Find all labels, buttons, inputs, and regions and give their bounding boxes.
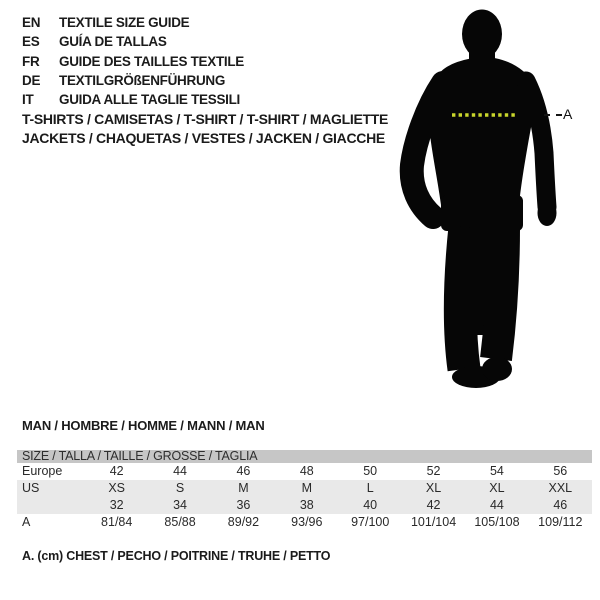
table-row-uk-sizes xyxy=(17,497,592,514)
section-title-man: MAN / HOMBRE / HOMME / MANN / MAN xyxy=(22,418,265,433)
table-cell: XS xyxy=(85,480,148,497)
table-cell: 109/112 xyxy=(538,515,583,529)
table-cell: L xyxy=(339,480,402,497)
table-cell: 32 xyxy=(85,497,148,514)
language-code: FR xyxy=(22,53,40,69)
table-row-us xyxy=(17,480,592,497)
table-cell: M xyxy=(275,480,338,497)
table-cell: 38 xyxy=(275,497,338,514)
language-title: GUIDE DES TAILLES TEXTILE xyxy=(59,53,245,69)
table-cell: 85/88 xyxy=(164,515,196,529)
table-cell: 44 xyxy=(465,497,528,514)
language-code: ES xyxy=(22,34,40,50)
man-silhouette-figure xyxy=(395,3,563,397)
table-cell: M xyxy=(212,480,275,497)
language-title-list xyxy=(22,13,244,109)
table-cell: S xyxy=(148,480,211,497)
table-cell: 42 xyxy=(109,464,124,478)
table-cell: 42 xyxy=(402,497,465,514)
language-title: TEXTILGRÖßENFÜHRUNG xyxy=(59,72,226,88)
measure-label-a: A xyxy=(563,106,573,122)
size-table xyxy=(17,450,592,531)
table-cell: 46 xyxy=(529,497,592,514)
table-cell: 52 xyxy=(426,464,441,478)
table-cell: 54 xyxy=(489,464,504,478)
row-label: Europe xyxy=(22,464,63,478)
table-cell: 34 xyxy=(148,497,211,514)
language-row-es xyxy=(22,32,244,51)
row-label: A xyxy=(22,515,31,529)
language-title: GUÍA DE TALLAS xyxy=(59,34,167,50)
table-row-chest-a xyxy=(17,514,592,531)
table-cell: 81/84 xyxy=(101,515,133,529)
language-code: IT xyxy=(22,92,34,108)
language-code: DE xyxy=(22,72,41,88)
table-cell: 56 xyxy=(553,464,568,478)
table-row-europe xyxy=(17,463,592,480)
size-table-header-row xyxy=(17,450,592,463)
table-cell: 44 xyxy=(173,464,188,478)
language-row-en xyxy=(22,13,244,32)
figure-shoe-back xyxy=(482,357,512,381)
table-cell: 48 xyxy=(299,464,314,478)
table-cell: XXL xyxy=(529,480,592,497)
category-lines xyxy=(22,110,388,148)
table-cell: 89/92 xyxy=(227,515,260,529)
table-cell: 36 xyxy=(212,497,275,514)
row-label: US xyxy=(17,480,85,497)
table-cell: 93/96 xyxy=(291,515,323,529)
table-cell: 40 xyxy=(339,497,402,514)
table-cell: 46 xyxy=(236,464,251,478)
measurement-legend: A. (cm) CHEST / PECHO / POITRINE / TRUHE / PETTO xyxy=(22,549,331,563)
figure-hand xyxy=(538,200,557,226)
category-line-jackets: JACKETS / CHAQUETAS / VESTES / JACKEN / GIACCHE xyxy=(22,130,385,146)
language-title: TEXTILE SIZE GUIDE xyxy=(59,15,190,30)
language-row-de xyxy=(22,71,244,90)
language-row-fr xyxy=(22,52,244,71)
language-code: EN xyxy=(22,15,41,30)
table-cell: 97/100 xyxy=(351,515,390,529)
category-line-tshirts: T-SHIRTS / CAMISETAS / T-SHIRT / T-SHIRT / MAGLIETTE xyxy=(22,111,389,127)
table-cell: XL xyxy=(465,480,528,497)
table-cell: 101/104 xyxy=(410,515,457,529)
language-row-it xyxy=(22,90,244,109)
measure-callout-dash xyxy=(544,114,562,116)
table-cell: 105/108 xyxy=(474,515,520,529)
table-cell: XL xyxy=(402,480,465,497)
size-table-header: SIZE / TALLA / TAILLE / GRÖSSE / TAGLIA xyxy=(17,450,592,463)
row-label xyxy=(17,497,85,514)
language-title: GUIDA ALLE TAGLIE TESSILI xyxy=(59,92,240,108)
table-cell: 50 xyxy=(363,464,378,478)
